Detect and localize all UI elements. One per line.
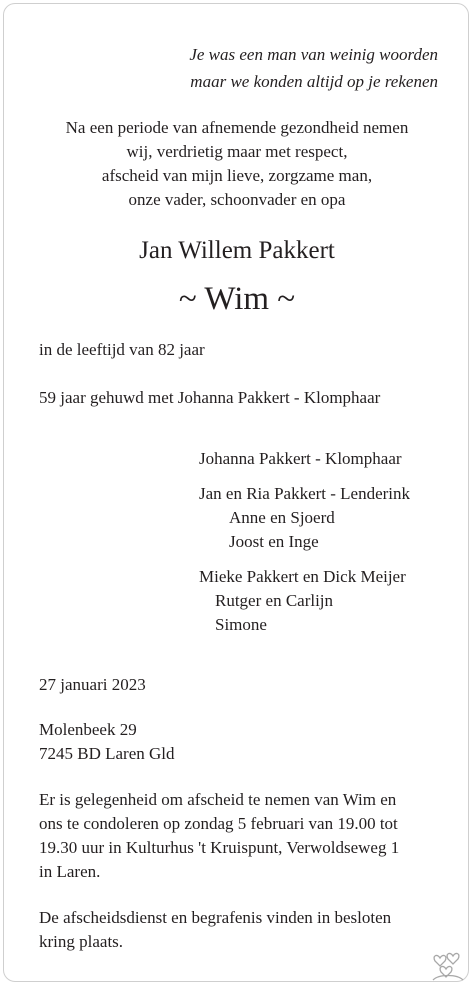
married-line: 59 jaar gehuwd met Johanna Pakkert - Klomphaar <box>39 388 381 407</box>
notice-date: 27 januari 2023 <box>39 675 146 694</box>
service-line-2: kring plaats. <box>39 932 124 951</box>
condolence-line-4: in Laren. <box>39 862 101 881</box>
age-line: in de leeftijd van 82 jaar <box>39 340 205 359</box>
intro-line-2: wij, verdrietig maar met respect, <box>126 142 348 161</box>
intro-line-1: Na een periode van afnemende gezondheid nemen <box>65 118 409 137</box>
quote-line-2: maar we konden altijd op je rekenen <box>190 72 438 91</box>
address-street: Molenbeek 29 <box>39 720 137 739</box>
condolence-line-2: ons te condoleren op zondag 5 februari van 19.00 tot <box>39 814 398 833</box>
service-line-1: De afscheidsdienst en begrafenis vinden in besloten <box>39 908 392 927</box>
grandchildren-4: Simone <box>215 615 267 634</box>
grandchildren-3: Rutger en Carlijn <box>215 591 334 610</box>
intro-line-3: afscheid van mijn lieve, zorgzame man, <box>101 166 373 185</box>
condolence-line-3: 19.30 uur in Kulturhus 't Kruispunt, Verwoldseweg 1 <box>39 838 400 857</box>
address-city: 7245 BD Laren Gld <box>39 744 175 763</box>
deceased-name: Jan Willem Pakkert <box>139 237 335 264</box>
grandchildren-1: Anne en Sjoerd <box>229 508 335 527</box>
intro-line-4: onze vader, schoonvader en opa <box>128 190 346 209</box>
family-spouse: Johanna Pakkert - Klomphaar <box>199 449 402 468</box>
family-child-1: Jan en Ria Pakkert - Lenderink <box>199 484 411 503</box>
hearts-logo-icon <box>431 950 465 982</box>
grandchildren-2: Joost en Inge <box>229 532 319 551</box>
family-child-2: Mieke Pakkert en Dick Meijer <box>199 567 406 586</box>
condolence-line-1: Er is gelegenheid om afscheid te nemen van Wim en <box>39 790 397 809</box>
deceased-nickname: ~ Wim ~ <box>178 281 296 317</box>
quote-line-1: Je was een man van weinig woorden <box>189 45 438 64</box>
